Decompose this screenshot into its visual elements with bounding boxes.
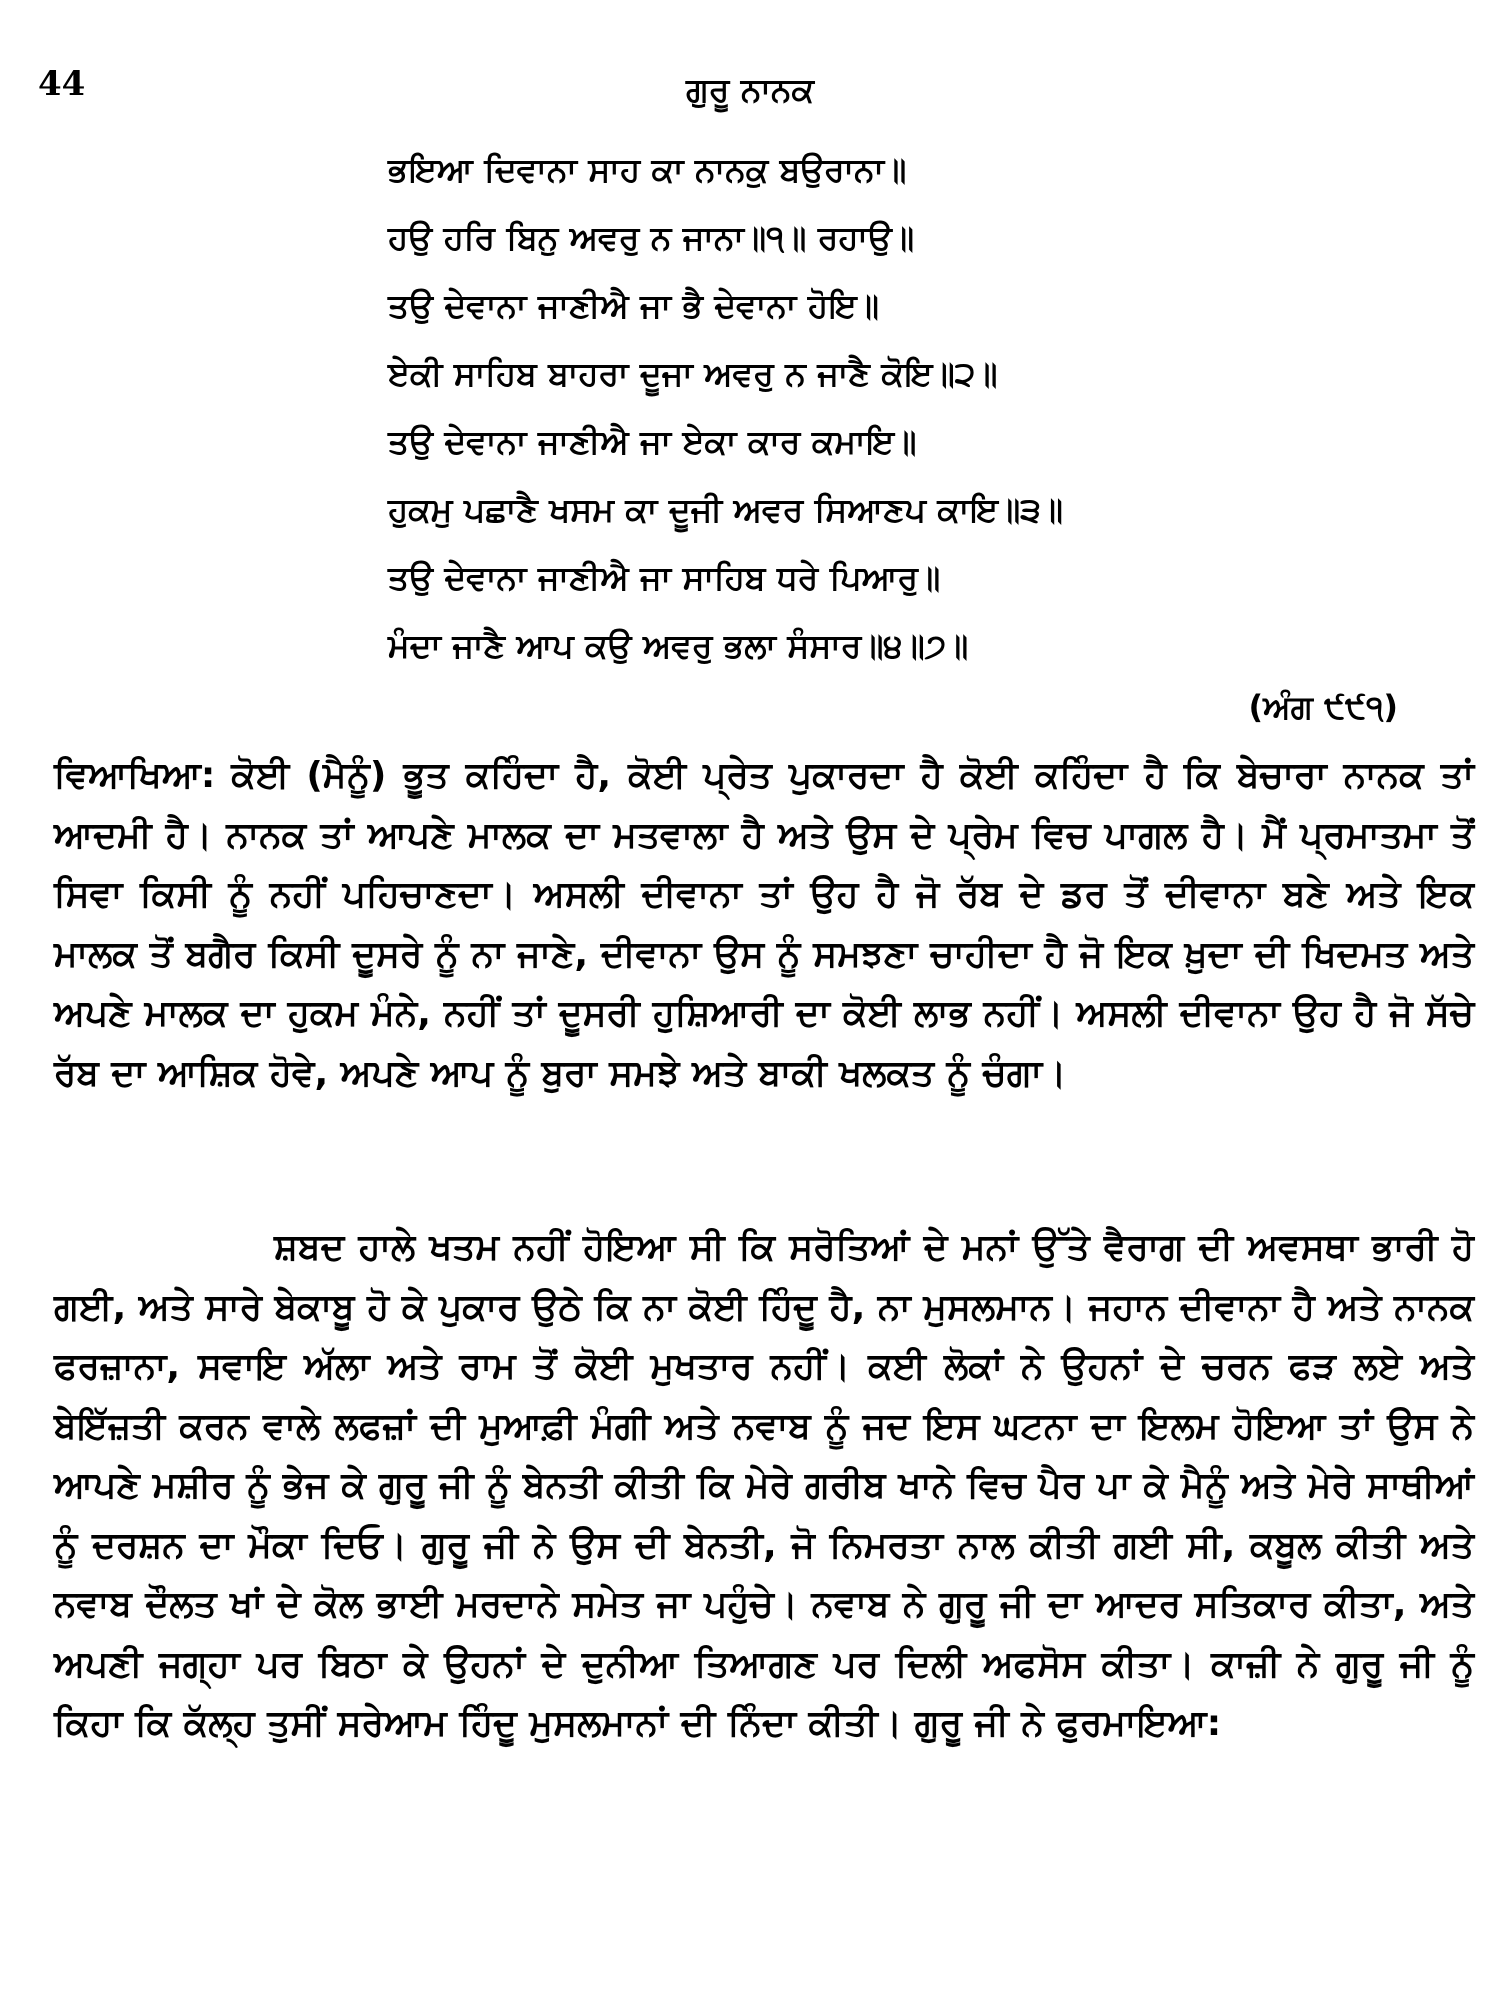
verse-line: ਏਕੀ ਸਾਹਿਬ ਬਾਹਰਾ ਦੂਜਾ ਅਵਰੁ ਨ ਜਾਣੈ ਕੋਇ॥੨॥ xyxy=(388,354,998,393)
explanation-paragraph xyxy=(54,746,1474,1103)
explanation-label: ਵਿਆਖਿਆ: xyxy=(54,755,216,796)
narrative-paragraph: ਸ਼ਬਦ ਹਾਲੇ ਖਤਮ ਨਹੀਂ ਹੋਇਆ ਸੀ ਕਿ ਸਰੋਤਿਆਂ ਦੇ ਮਨਾਂ ਉੱਤੇ ਵੈਰਾਗ ਦੀ ਅਵਸਥਾ ਭਾਰੀ ਹੋ ਗਈ, ਅਤੇ ਸਾਰੇ ਬੇਕਾਬੂ ਹੋ ਕੇ ਪੁਕਾਰ ਉਠੇ ਕਿ ਨਾ ਕੋਈ ਹਿੰਦੂ ਹੈ, ਨਾ ਮੁਸਲਮਾਨ। ਜਹਾਨ ਦੀਵਾਨਾ ਹੈ ਅਤੇ ਨਾਨਕ ਫਰਜ਼ਾਨਾ, ਸਵਾਇ ਅੱਲਾ ਅਤੇ ਰਾਮ ਤੋਂ ਕੋਈ ਮੁਖਤਾਰ ਨਹੀਂ। ਕਈ ਲੋਕਾਂ ਨੇ ਉਹਨਾਂ ਦੇ ਚਰਨ ਫੜ ਲਏ ਅਤੇ ਬੇਇੱਜ਼ਤੀ ਕਰਨ ਵਾਲੇ ਲਫਜ਼ਾਂ ਦੀ ਮੁਆਫ਼ੀ ਮੰਗੀ ਅਤੇ ਨਵਾਬ ਨੂੰ ਜਦ ਇਸ ਘਟਨਾ ਦਾ ਇਲਮ ਹੋਇਆ ਤਾਂ ਉਸ ਨੇ ਆਪਣੇ ਮਸ਼ੀਰ ਨੂੰ ਭੇਜ ਕੇ ਗੁਰੂ ਜੀ ਨੂੰ ਬੇਨਤੀ ਕੀਤੀ ਕਿ ਮੇਰੇ ਗਰੀਬ ਖਾਨੇ ਵਿਚ ਪੈਰ ਪਾ ਕੇ ਮੈਨੂੰ ਅਤੇ ਮੇਰੇ ਸਾਥੀਆਂ ਨੂੰ ਦਰਸ਼ਨ ਦਾ ਮੌਕਾ ਦਿਓ। ਗੁਰੂ ਜੀ ਨੇ ਉਸ ਦੀ ਬੇਨਤੀ, ਜੋ ਨਿਮਰਤਾ ਨਾਲ ਕੀਤੀ ਗਈ ਸੀ, ਕਬੂਲ ਕੀਤੀ ਅਤੇ ਨਵਾਬ ਦੌਲਤ ਖਾਂ ਦੇ ਕੋਲ ਭਾਈ ਮਰਦਾਨੇ ਸਮੇਤ ਜਾ ਪਹੁੰਚੇ। ਨਵਾਬ ਨੇ ਗੁਰੂ ਜੀ ਦਾ ਆਦਰ ਸਤਿਕਾਰ ਕੀਤਾ, ਅਤੇ ਅਪਣੀ ਜਗ੍ਹਾ ਪਰ ਬਿਠਾ ਕੇ ਉਹਨਾਂ ਦੇ ਦੁਨੀਆ ਤਿਆਗਣ ਪਰ ਦਿਲੀ ਅਫਸੋਸ ਕੀਤਾ। ਕਾਜ਼ੀ ਨੇ ਗੁਰੂ ਜੀ ਨੂੰ ਕਿਹਾ ਕਿ ਕੱਲ੍ਹ ਤੁਸੀਂ ਸਰੇਆਮ ਹਿੰਦੂ ਮੁਸਲਮਾਨਾਂ ਦੀ ਨਿੰਦਾ ਕੀਤੀ। ਗੁਰੂ ਜੀ ਨੇ ਫੁਰਮਾਇਆ: xyxy=(54,1227,1474,1744)
verse-block xyxy=(388,142,1478,686)
verse-line: ਤਉ ਦੇਵਾਨਾ ਜਾਣੀਐ ਜਾ ਏਕਾ ਕਾਰ ਕਮਾਇ॥ xyxy=(388,422,917,461)
verse-line: ਹੁਕਮੁ ਪਛਾਣੈ ਖਸਮ ਕਾ ਦੂਜੀ ਅਵਰ ਸਿਆਣਪ ਕਾਇ॥੩॥ xyxy=(388,490,1064,529)
verse-line: ਮੰਦਾ ਜਾਣੈ ਆਪ ਕਉ ਅਵਰੁ ਭਲਾ ਸੰਸਾਰ॥੪॥੭॥ xyxy=(388,626,969,665)
ang-reference: (ਅੰਗ ੯੯੧) xyxy=(1248,688,1398,726)
verse-line: ਭਇਆ ਦਿਵਾਨਾ ਸਾਹ ਕਾ ਨਾਨਕੁ ਬਉਰਾਨਾ॥ xyxy=(388,150,907,189)
running-title: ਗੁਰੂ ਨਾਨਕ xyxy=(685,70,815,109)
page-number: 44 xyxy=(38,64,86,104)
verse-line: ਤਉ ਦੇਵਾਨਾ ਜਾਣੀਐ ਜਾ ਭੈ ਦੇਵਾਨਾ ਹੋਇ॥ xyxy=(388,286,880,325)
explanation-text: ਕੋਈ (ਮੈਨੂੰ) ਭੂਤ ਕਹਿੰਦਾ ਹੈ, ਕੋਈ ਪ੍ਰੇਤ ਪੁਕਾਰਦਾ ਹੈ ਕੋਈ ਕਹਿੰਦਾ ਹੈ ਕਿ ਬੇਚਾਰਾ ਨਾਨਕ ਤਾਂ ਆਦਮੀ ਹੈ। ਨਾਨਕ ਤਾਂ ਆਪਣੇ ਮਾਲਕ ਦਾ ਮਤਵਾਲਾ ਹੈ ਅਤੇ ਉਸ ਦੇ ਪ੍ਰੇਮ ਵਿਚ ਪਾਗਲ ਹੈ। ਮੈਂ ਪ੍ਰਮਾਤਮਾ ਤੋਂ ਸਿਵਾ ਕਿਸੀ ਨੂੰ ਨਹੀਂ ਪਹਿਚਾਣਦਾ। ਅਸਲੀ ਦੀਵਾਨਾ ਤਾਂ ਉਹ ਹੈ ਜੋ ਰੱਬ ਦੇ ਡਰ ਤੋਂ ਦੀਵਾਨਾ ਬਣੇ ਅਤੇ ਇਕ ਮਾਲਕ ਤੋਂ ਬਗੈਰ ਕਿਸੀ ਦੂਸਰੇ ਨੂੰ ਨਾ ਜਾਣੇ, ਦੀਵਾਨਾ ਉਸ ਨੂੰ ਸਮਝਣਾ ਚਾਹੀਦਾ ਹੈ ਜੋ ਇਕ ਖ਼ੁਦਾ ਦੀ ਖਿਦਮਤ ਅਤੇ ਅਪਣੇ ਮਾਲਕ ਦਾ ਹੁਕਮ ਮੰਨੇ, ਨਹੀਂ ਤਾਂ ਦੂਸਰੀ ਹੁਸ਼ਿਆਰੀ ਦਾ ਕੋਈ ਲਾਭ ਨਹੀਂ। ਅਸਲੀ ਦੀਵਾਨਾ ਉਹ ਹੈ ਜੋ ਸੱਚੇ ਰੱਬ ਦਾ ਆਸ਼ਿਕ ਹੋਵੇ, ਅਪਣੇ ਆਪ ਨੂੰ ਬੁਰਾ ਸਮਝੇ ਅਤੇ ਬਾਕੀ ਖਲਕਤ ਨੂੰ ਚੰਗਾ। xyxy=(54,755,1474,1094)
verse-line: ਤਉ ਦੇਵਾਨਾ ਜਾਣੀਐ ਜਾ ਸਾਹਿਬ ਧਰੇ ਪਿਆਰੁ॥ xyxy=(388,558,941,597)
verse-line: ਹਉ ਹਰਿ ਬਿਨੁ ਅਵਰੁ ਨ ਜਾਨਾ॥੧॥ ਰਹਾਉ॥ xyxy=(388,218,915,257)
